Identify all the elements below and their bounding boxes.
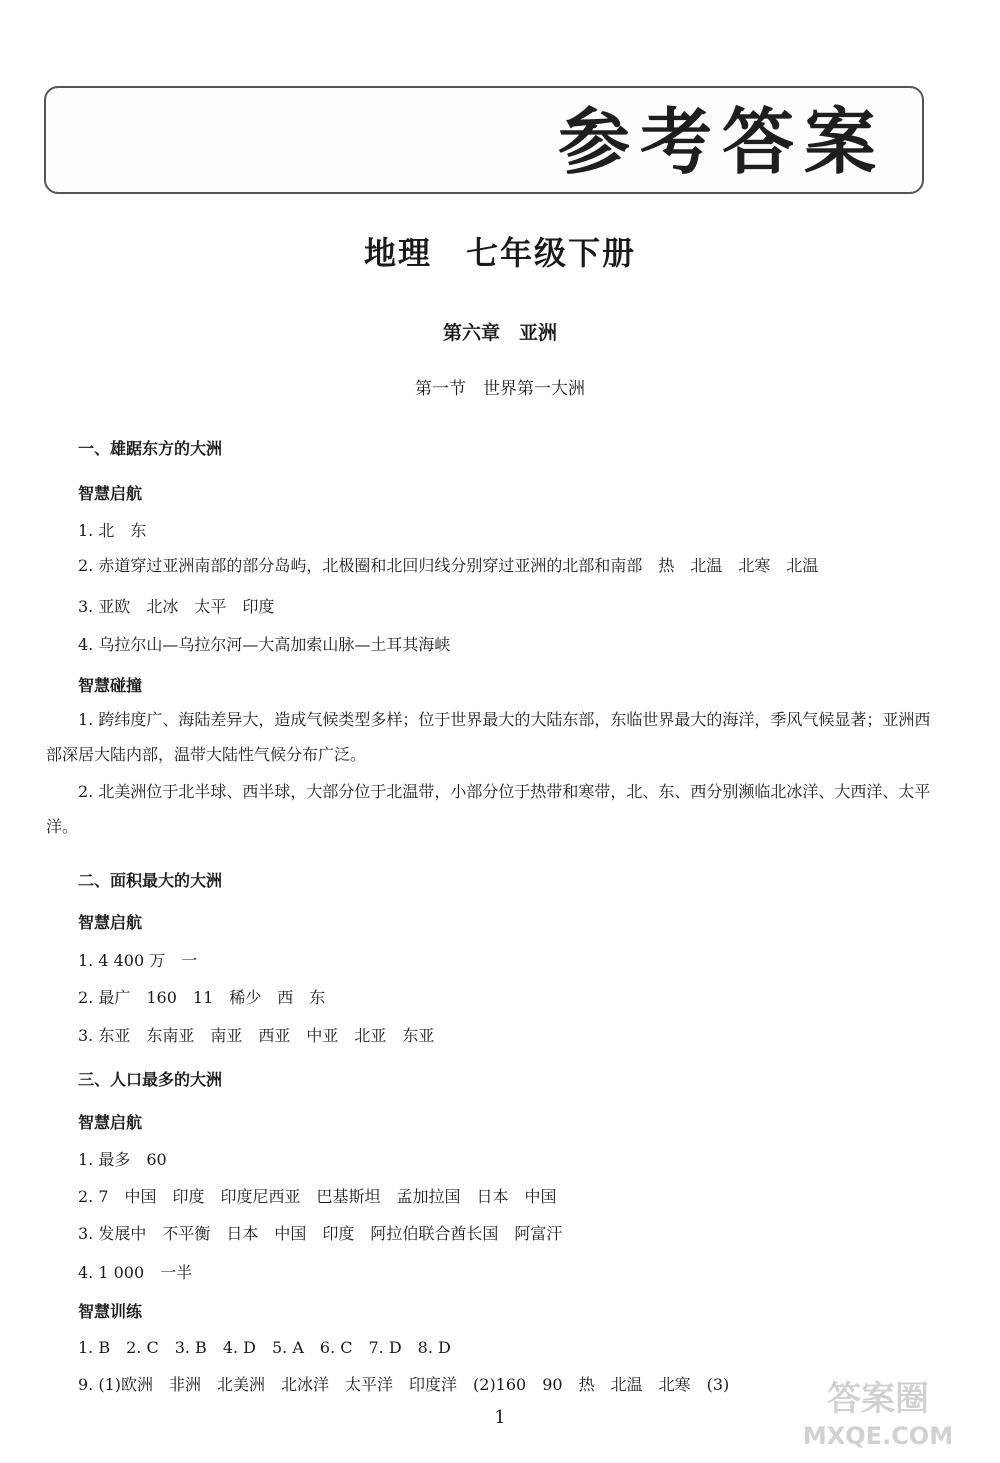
chapter-title: 第六章 亚洲 [442,322,557,344]
subheading: 智慧训练 [78,1302,143,1321]
watermark-logo [778,1366,978,1452]
answer-line: 2. 最广 160 11 稀少 西 东 [78,988,326,1007]
banner-title: 参考答案 [557,100,886,184]
answer-paragraph: 1. 跨纬度广、海陆差异大，造成气候类型多样；位于世界最大的大陆东部，东临世界最大的海洋，季风气候显著；亚洲西部深居大陆内部，温带大陆性气候分布广泛。 [46,710,931,764]
page-number: 1 [494,1407,506,1428]
answer-paragraph: 2. 北美洲位于北半球、西半球，大部分位于北温带，小部分位于热带和寒带，北、东、西分别濒临北冰洋、大西洋、太平洋。 [46,782,931,836]
part-heading: 三、人口最多的大洲 [78,1070,223,1089]
answer-line: 1. 4 400 万 一 [78,951,198,970]
part-heading: 二、面积最大的大洲 [78,871,223,890]
subheading: 智慧启航 [78,913,143,932]
answer-line: 2. 赤道穿过亚洲南部的部分岛屿，北极圈和北回归线分别穿过亚洲的北部和南部 热 北温 北寒 北温 [78,556,819,575]
answer-line: 3. 亚欧 北冰 太平 印度 [78,597,275,616]
subheading: 智慧启航 [78,1113,143,1132]
answer-line: 3. 发展中 不平衡 日本 中国 印度 阿拉伯联合酋长国 阿富汗 [78,1224,563,1243]
watermark-line1: 答案圈 [827,1379,929,1419]
section-title: 第一节 世界第一大洲 [415,379,585,399]
answer-line: 2. 7 中国 印度 印度尼西亚 巴基斯坦 孟加拉国 日本 中国 [78,1187,557,1206]
answer-line: 4. 乌拉尔山—乌拉尔河—大高加索山脉—土耳其海峡 [78,635,451,654]
subheading: 智慧碰撞 [78,676,143,695]
title-banner [44,86,924,194]
subheading: 智慧启航 [78,484,143,503]
answer-line: 1. 最多 60 [78,1150,167,1169]
part-heading: 一、雄踞东方的大洲 [78,439,223,458]
watermark-line2: MXQE.COM [802,1422,954,1450]
answer-line: 3. 东亚 东南亚 南亚 西亚 中亚 北亚 东亚 [78,1026,435,1045]
answer-line: 9. (1)欧洲 非洲 北美洲 北冰洋 太平洋 印度洋 (2)160 90 热 北温 北寒 (3) [78,1375,730,1394]
book-title: 地理 七年级下册 [363,234,636,272]
answer-line: 4. 1 000 一半 [78,1263,193,1282]
answer-line: 1. B 2. C 3. B 4. D 5. A 6. C 7. D 8. D [78,1338,451,1357]
answer-line: 1. 北 东 [78,521,147,540]
